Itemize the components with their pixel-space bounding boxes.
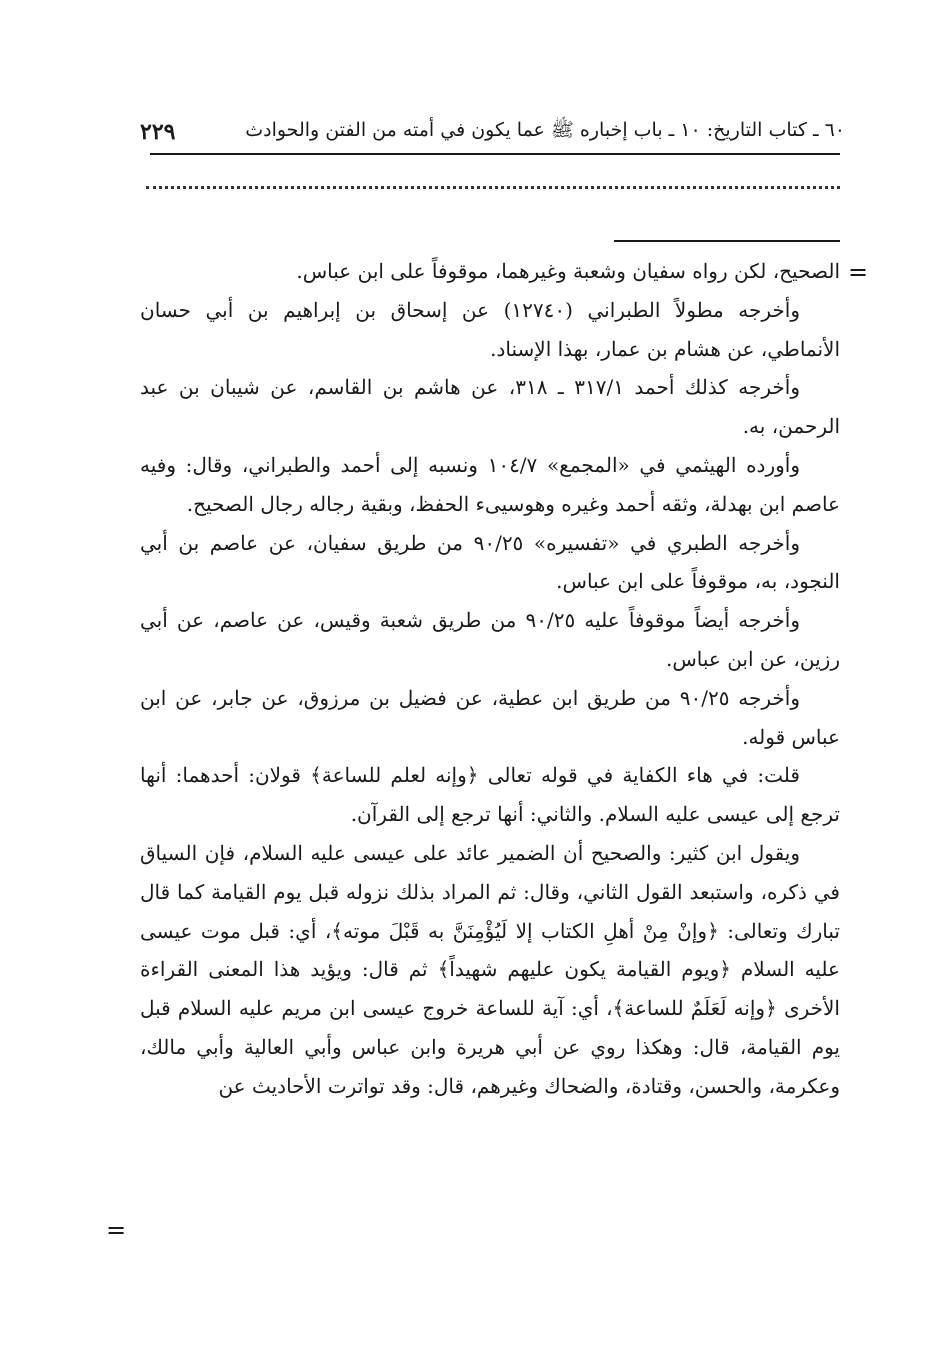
- paragraph-1: الصحيح، لكن رواه سفيان وشعبة وغيرهما، موقوفاً على ابن عباس.: [296, 259, 840, 283]
- paragraph-4: وأورده الهيثمي في «المجمع» ١٠٤/٧ ونسبه إلى أحمد والطبراني، وقال: وفيه عاصم ابن بهدلة، وثقه أحمد وغيره وهوسيىء الحفظ، وبقية رجاله رجال الصحيح.: [140, 452, 840, 516]
- page-number: ٢٢٩: [140, 119, 176, 145]
- continuation-mark-bottom: =: [106, 1216, 127, 1244]
- paragraph-6: وأخرجه أيضاً موقوفاً عليه ٩٠/٢٥ من طريق شعبة وقيس، عن عاصم، عن أبي رزين، عن ابن عباس.: [140, 608, 840, 671]
- header-rule: [150, 153, 840, 155]
- paragraph-5: وأخرجه الطبري في «تفسيره» ٩٠/٢٥ من طريق سفيان، عن عاصم بن أبي النجود، به، موقوفاً على ابن عباس.: [140, 530, 840, 594]
- paragraph-8: قلت: في هاء الكفاية في قوله تعالى ﴿وإنه لعلم للساعة﴾ قولان: أحدهما: أنها ترجع إلى عيسى عليه السلام. والثاني: أنها ترجع إلى القرآن.: [140, 763, 840, 827]
- footnote-rule: [614, 240, 840, 242]
- paragraph-3: وأخرجه كذلك أحمد ٣١٧/١ ـ ٣١٨، عن هاشم بن القاسم، عن شيبان بن عبد الرحمن، به.: [140, 375, 840, 439]
- paragraph-9: ويقول ابن كثير: والصحيح أن الضمير عائد على عيسى عليه السلام، فإن السياق في ذكره، واستبعد القول الثاني، وقال: ثم المراد بذلك نزوله قبل يوم القيامة كما قال تبارك وتعالى: ﴿وإنْ مِنْ أهلِ الكتاب إلا لَيُؤْمِنَنَّ به قَبْلَ موته﴾، أي: قبل موت عيسى عليه السلام ﴿ويوم القيامة يكون عليهم شهيداً﴾ ثم قال: ويؤيد هذا المعنى القراءة الأخرى ﴿وإنه لَعَلَمٌ للساعة﴾، أي: آية للساعة خروج عيسى ابن مريم عليه السلام قبل يوم القيامة، قال: وهكذا روي عن أبي هريرة وابن عباس وأبي العالية وأبي مالك، وعكرمة، والحسن، وقتادة، والضحاك وغيرهم، قال: وقد تواترت الأحاديث عن: [140, 840, 840, 1098]
- running-title: ٦٠ ـ كتاب التاريخ: ١٠ ـ باب إخباره ﷺ عما يكون في أمته من الفتن والحوادث: [245, 119, 845, 141]
- paragraph-2: وأخرجه مطولاً الطبراني (١٢٧٤٠) عن إسحاق بن إبراهيم بن أبي حسان الأنماطي، عن هشام بن عمار، بهذا الإسناد.: [140, 297, 840, 361]
- dotted-separator: [146, 186, 840, 189]
- paragraph-7: وأخرجه ٩٠/٢٥ من طريق ابن عطية، عن فضيل بن مرزوق، عن جابر، عن ابن عباس قوله.: [140, 685, 840, 749]
- continuation-mark-top: =: [848, 258, 869, 286]
- footnote-text: [140, 252, 840, 1106]
- page-header: [140, 114, 845, 150]
